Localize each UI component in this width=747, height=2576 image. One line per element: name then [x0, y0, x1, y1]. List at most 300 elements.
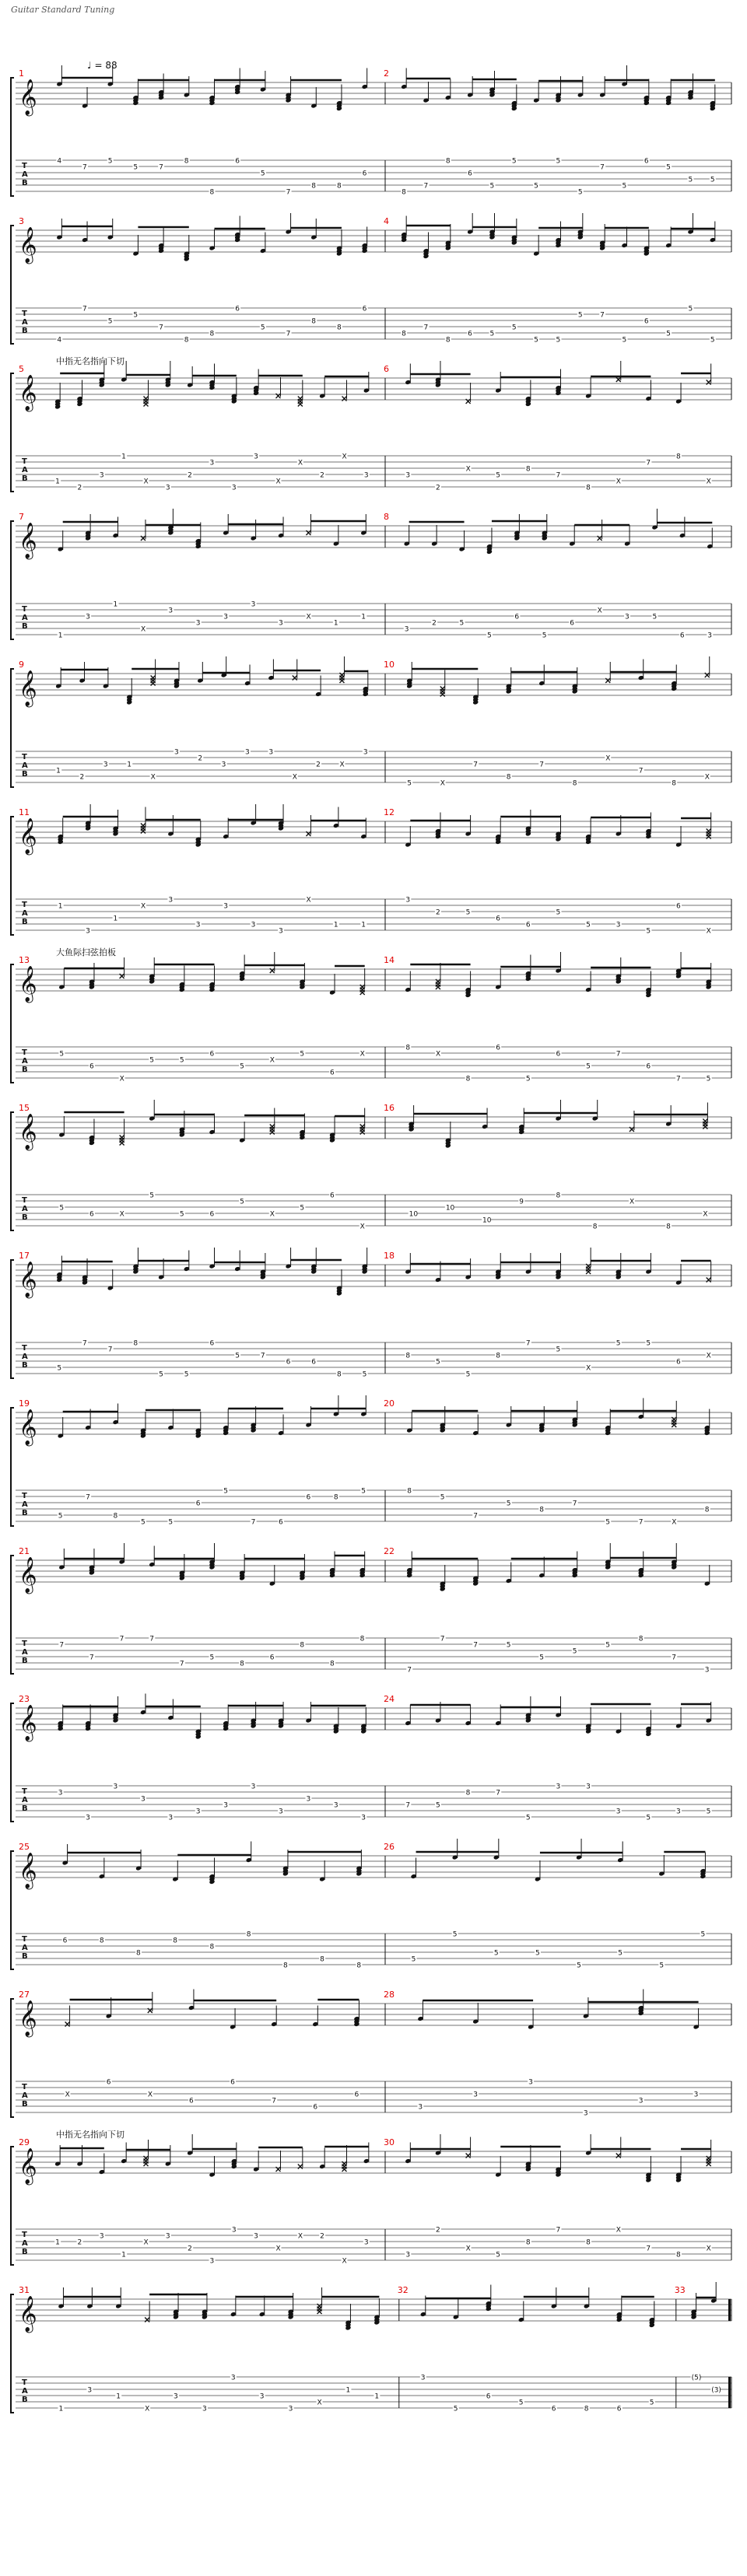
tab-fret-number: 5 [542, 632, 547, 640]
treble-clef-icon: 𝄞 [19, 2148, 37, 2184]
tab-fret-number: X [140, 625, 146, 634]
tab-fret-number: 5 [300, 1204, 305, 1213]
tab-fret-number: 7 [423, 324, 429, 332]
measure-number: 19 [19, 1398, 30, 1409]
dead-note-head [707, 1278, 711, 1283]
dead-note-head [151, 681, 156, 686]
tab-fret-number: 5 [605, 1518, 610, 1527]
tab-fret-number: 5 [453, 2405, 458, 2413]
tab-fret-number: 7 [82, 163, 87, 172]
tab-fret-number: 7 [646, 459, 651, 467]
system-staves [9, 1538, 738, 1678]
tab-fret-number: 6 [551, 2405, 556, 2413]
tab-fret-number: 3 [168, 896, 174, 905]
dead-note-head [145, 2318, 149, 2322]
measure-number: 33 [674, 2285, 686, 2295]
tab-fret-number: 7 [107, 1346, 113, 1354]
tab-fret-number: 5 [260, 324, 265, 332]
measure-number: 9 [19, 660, 24, 670]
dead-note-head [466, 2154, 471, 2158]
tab-fret-number: 5 [179, 1056, 184, 1065]
tab-fret-number: 5 [452, 1930, 458, 1939]
tab-fret-number: X [150, 773, 156, 782]
tab-fret-number: 3 [306, 1795, 311, 1804]
tab-fret-number: 3 [363, 471, 369, 480]
tab-fret-number: 1 [361, 921, 366, 929]
system-staves [9, 1095, 738, 1235]
tab-fret-number: X [359, 1223, 365, 1231]
tab-fret-number: X [615, 478, 621, 486]
tab-fret-number: 3 [625, 613, 630, 621]
measure-number: 30 [384, 2137, 395, 2147]
tab-fret-number: 8 [209, 188, 215, 197]
tab-fret-number: 7 [405, 1801, 411, 1810]
tab-fret-number: 9 [519, 1198, 524, 1206]
svg-text:T: T [22, 605, 27, 614]
treble-clef-icon: 𝄞 [19, 2296, 37, 2332]
svg-text:B: B [22, 1361, 28, 1370]
tab-fret-number: 10 [482, 1216, 492, 1225]
svg-text:A: A [22, 1648, 28, 1657]
tab-fret-number: X [143, 2238, 149, 2247]
tab-fret-number: 6 [354, 2091, 359, 2099]
tab-fret-number: 5 [534, 182, 538, 191]
tab-fret-number: 5 [556, 336, 561, 345]
tab-fret-number: 3 [259, 2392, 265, 2401]
tab-fret-number: 1 [374, 2392, 380, 2401]
system-staves [9, 2277, 738, 2417]
tab-fret-number: 8 [300, 1641, 305, 1650]
tab-fret-number: 8 [173, 1937, 178, 1945]
tab-fret-number: 1 [58, 902, 63, 911]
system-bracket [11, 2147, 14, 2265]
tab-fret-number: 7 [82, 1339, 87, 1348]
tab-fret-number: 3 [279, 1808, 283, 1816]
tab-fret-number: 4 [57, 336, 62, 345]
tab-fret-number: 6 [679, 632, 685, 640]
svg-text:B: B [22, 2100, 28, 2109]
final-barline [728, 2299, 731, 2321]
tab-fret-number: 3 [202, 2405, 207, 2413]
measure-number: 25 [19, 1842, 30, 1852]
tab-fret-number: 7 [89, 1654, 94, 1662]
system-bracket [11, 373, 14, 492]
tab-fret-number: 5 [107, 317, 113, 326]
tab-fret-number: 5 [184, 1370, 189, 1379]
tab-fret-number: 5 [489, 182, 495, 191]
tab-fret-number: 1 [121, 453, 126, 461]
tab-fret-number: 2 [198, 754, 203, 763]
measure-number: 27 [19, 1990, 30, 2000]
measure-number: 26 [384, 1842, 395, 1852]
tab-fret-number: 3 [99, 2232, 104, 2241]
tab-fret-number: 8 [586, 484, 591, 492]
tab-fret-number: 7 [525, 1339, 531, 1348]
system-staves [9, 1243, 738, 1383]
system-bracket [11, 964, 14, 1083]
tab-fret-number: 7 [672, 1654, 676, 1662]
tab-fret-number: 8 [676, 2251, 681, 2259]
tab-fret-number: 5 [59, 1050, 65, 1059]
tab-fret-number: X [339, 761, 345, 769]
measure-number: 18 [384, 1251, 395, 1261]
tab-fret-number: 3 [230, 2374, 236, 2382]
svg-text:T: T [22, 1048, 27, 1057]
tab-fret-number: 8 [496, 1352, 500, 1360]
tab-fret-number: 7 [179, 1660, 184, 1668]
system-bracket [11, 669, 14, 787]
tab-fret-number: 5 [159, 1370, 163, 1379]
treble-clef-icon: 𝄞 [19, 523, 37, 558]
svg-text:A: A [22, 2387, 28, 2396]
svg-text:A: A [22, 761, 28, 770]
measure-number: 5 [19, 364, 24, 374]
tab-fret-number: X [704, 773, 710, 782]
tab-fret-number: 2 [320, 471, 324, 480]
tab-fret-number: 8 [240, 1660, 244, 1668]
svg-text:A: A [22, 1944, 28, 1952]
tab-fret-number: 5 [710, 336, 715, 345]
tab-fret-number: 6 [311, 1358, 317, 1367]
tab-fret-number: 8 [506, 773, 511, 782]
tab-fret-number: (3) [711, 2386, 721, 2395]
svg-text:B: B [22, 327, 28, 335]
tab-fret-number: X [297, 2232, 303, 2241]
tab-fret-number: 3 [251, 600, 256, 609]
system-bracket [11, 1556, 14, 1674]
tab-fret-number: 5 [506, 1641, 511, 1650]
tab-fret-number: 6 [306, 1493, 311, 1502]
tab-fret-number: 5 [659, 1962, 665, 1970]
tab-fret-number: 1 [333, 921, 338, 929]
treble-clef-icon: 𝄞 [19, 375, 37, 411]
tab-fret-number: 3 [87, 2386, 93, 2395]
tab-fret-number: 3 [86, 927, 90, 936]
tab-fret-number: 8 [336, 1370, 342, 1379]
tab-fret-number: 8 [666, 1223, 671, 1231]
measure-number: 15 [19, 1103, 30, 1113]
tab-fret-number: 3 [268, 748, 274, 757]
tab-fret-number: 6 [646, 1062, 651, 1071]
tab-fret-number: 8 [592, 1223, 598, 1231]
tab-fret-number: 5 [666, 330, 671, 338]
svg-text:B: B [22, 622, 28, 631]
svg-text:B: B [22, 918, 28, 926]
tab-fret-number: X [119, 1075, 124, 1083]
tab-fret-number: 2 [435, 2226, 440, 2235]
svg-text:T: T [22, 162, 27, 170]
tab-fret-number: 5 [577, 311, 583, 320]
measure-number: 24 [384, 1694, 395, 1704]
tab-fret-number: 5 [459, 619, 465, 628]
tab-fret-number: 10 [409, 1210, 419, 1219]
tab-fret-number: 3 [615, 921, 621, 929]
tab-fret-number: 6 [676, 902, 681, 911]
tab-fret-number: 6 [106, 2078, 111, 2087]
svg-text:A: A [22, 2239, 28, 2248]
dead-note-head [144, 402, 149, 407]
tab-fret-number: 8 [184, 336, 189, 345]
tab-fret-number: 6 [644, 317, 649, 326]
tab-fret-number: 1 [127, 761, 132, 769]
tab-fret-number: 3 [231, 2226, 237, 2235]
tab-fret-number: X [143, 478, 149, 486]
measure-number: 2 [384, 68, 389, 79]
dead-note-head [360, 1130, 365, 1135]
tab-fret-number: 6 [330, 1192, 335, 1200]
tab-fret-number: 6 [496, 1044, 500, 1052]
system-bracket [11, 226, 14, 344]
tab-fret-number: X [706, 927, 711, 936]
tab-fret-number: 8 [311, 317, 317, 326]
tab-fret-number: 1 [333, 619, 338, 628]
tab-fret-number: 5 [133, 163, 139, 172]
svg-text:A: A [22, 1353, 28, 1361]
system-staves [9, 356, 738, 496]
measure-number: 32 [397, 2285, 409, 2295]
tab-fret-number: 7 [286, 330, 291, 338]
tab-fret-number: 5 [646, 927, 651, 936]
tab-fret-number: 6 [468, 330, 472, 338]
tab-fret-number: 5 [518, 2399, 524, 2407]
tab-fret-number: 8 [209, 330, 215, 338]
tab-fret-number: 8 [525, 2238, 531, 2247]
tab-fret-number: 8 [209, 1943, 215, 1951]
tab-fret-number: 2 [79, 773, 85, 782]
tab-fret-number: 8 [359, 1635, 365, 1643]
tab-fret-number: 5 [556, 157, 561, 166]
tab-fret-number: 5 [556, 908, 561, 917]
tab-fret-number: 5 [511, 324, 517, 332]
tab-fret-number: 5 [493, 1949, 499, 1958]
tab-fret-number: 5 [486, 632, 492, 640]
tab-fret-number: X [615, 2226, 621, 2235]
svg-text:B: B [22, 770, 28, 779]
tab-fret-number: 7 [59, 1641, 65, 1650]
svg-text:T: T [22, 901, 27, 909]
tab-fret-number: 6 [362, 305, 367, 313]
tab-fret-number: X [269, 1056, 275, 1065]
tab-fret-number: 8 [133, 1339, 139, 1348]
tab-fret-number: 7 [86, 1493, 90, 1502]
tab-fret-number: 8 [336, 182, 342, 191]
tab-fret-number: 5 [440, 1493, 445, 1502]
tab-fret-number: X [706, 1352, 711, 1360]
tempo-marking: ♩ = 88 [87, 61, 117, 71]
tab-fret-number: 6 [235, 157, 240, 166]
tab-fret-number: 5 [535, 1949, 540, 1958]
svg-text:T: T [22, 457, 27, 466]
tab-fret-number: 8 [356, 1962, 362, 1970]
tab-fret-number: 7 [473, 1641, 478, 1650]
tab-fret-number: 3 [251, 1783, 256, 1791]
tab-fret-number: 8 [99, 1937, 104, 1945]
tab-fret-number: 5 [622, 336, 627, 345]
tab-fret-number: 5 [260, 170, 265, 178]
tab-fret-number: 3 [223, 902, 228, 911]
tab-fret-number: 2 [432, 619, 437, 628]
tab-fret-number: 7 [638, 1518, 644, 1527]
tab-fret-number: 1 [55, 478, 60, 486]
measure-number: 6 [384, 364, 389, 374]
tab-fret-number: 6 [62, 1937, 68, 1945]
system-bracket [11, 1112, 14, 1230]
tab-fret-number: 6 [514, 613, 520, 621]
tab-fret-number: 7 [539, 761, 544, 769]
measure-number: 23 [19, 1694, 30, 1704]
tab-fret-number: 3 [405, 896, 411, 905]
measure-number: 14 [384, 955, 395, 965]
tab-fret-number: 3 [405, 471, 411, 480]
treble-clef-icon: 𝄞 [19, 79, 37, 115]
tab-fret-number: 8 [465, 1789, 471, 1797]
tab-fret-number: 3 [140, 1795, 146, 1804]
tab-fret-number: 3 [693, 2091, 699, 2099]
tab-fret-number: 3 [363, 748, 368, 757]
system-bracket [11, 1851, 14, 1969]
tab-fret-number: 5 [362, 1370, 367, 1379]
tab-fret-number: 7 [286, 188, 291, 197]
tab-fret-number: 3 [86, 1814, 90, 1822]
svg-text:A: A [22, 1796, 28, 1804]
svg-text:B: B [22, 2248, 28, 2256]
tab-fret-number: 3 [209, 2257, 215, 2266]
tab-fret-number: 3 [528, 2078, 533, 2087]
tab-fret-number: 1 [116, 2392, 121, 2401]
tab-fret-number: 5 [700, 1930, 706, 1939]
tab-fret-number: 1 [113, 915, 118, 923]
tab-fret-number: 5 [496, 471, 500, 480]
tab-fret-number: 3 [168, 1814, 174, 1822]
system-staves [9, 1834, 738, 1974]
dead-note-head [141, 829, 146, 834]
tab-fret-number: 5 [300, 1050, 305, 1059]
tab-fret-number: X [306, 896, 311, 905]
svg-text:A: A [22, 170, 28, 179]
tab-fret-number: 3 [209, 459, 215, 467]
tab-fret-number: 6 [230, 2078, 235, 2087]
tab-fret-number: 8 [336, 324, 342, 332]
tab-fret-number: 3 [556, 1783, 561, 1791]
system-staves [9, 2130, 738, 2270]
treble-clef-icon: 𝄞 [19, 966, 37, 1002]
system-bracket [11, 2294, 14, 2413]
tab-fret-number: 5 [223, 1487, 228, 1496]
svg-text:T: T [22, 1787, 27, 1796]
tab-fret-number: 1 [361, 613, 366, 621]
svg-text:T: T [22, 1935, 27, 1944]
svg-text:A: A [22, 614, 28, 622]
tab-fret-number: 6 [556, 1050, 561, 1059]
tab-fret-number: 3 [174, 2392, 178, 2401]
tab-fret-number: 3 [279, 927, 283, 936]
svg-text:T: T [22, 2378, 27, 2387]
tab-fret-number: 7 [615, 1050, 621, 1059]
dead-note-head [120, 1141, 124, 1146]
dead-note-head [342, 397, 347, 401]
tab-fret-number: 2 [188, 471, 192, 480]
tab-fret-number: 5 [209, 1654, 215, 1662]
tab-fret-number: 3 [707, 632, 713, 640]
tab-fret-number: 5 [572, 1647, 577, 1656]
measure-number: 17 [19, 1251, 30, 1261]
tab-fret-number: 1 [121, 2251, 126, 2259]
system-staves [9, 1686, 738, 1826]
tab-fret-number: 3 [165, 484, 170, 492]
tab-fret-number: X [342, 2257, 347, 2266]
tab-fret-number: 3 [361, 1814, 366, 1822]
tab-fret-number: 5 [465, 1370, 471, 1379]
tab-fret-number: 3 [174, 748, 179, 757]
measure-number: 4 [384, 216, 389, 226]
tab-fret-number: 5 [688, 176, 693, 184]
tab-fret-number: 5 [133, 311, 139, 320]
tab-fret-number: 3 [404, 625, 409, 634]
svg-text:A: A [22, 466, 28, 474]
tab-fret-number: 5 [586, 1062, 591, 1071]
tab-fret-number: X [342, 453, 347, 461]
tab-fret-number: 3 [473, 2091, 478, 2099]
tab-fret-number: 7 [149, 1635, 154, 1643]
tab-fret-number: 8 [333, 1493, 338, 1502]
tab-fret-number: 3 [254, 2232, 258, 2241]
tab-fret-number: 7 [260, 1352, 265, 1360]
tab-fret-number: 6 [525, 921, 531, 929]
tab-fret-number: 8 [704, 1506, 710, 1514]
tab-fret-number: 3 [704, 1666, 710, 1675]
tab-fret-number: X [275, 2245, 281, 2253]
tab-fret-number: X [317, 2399, 322, 2407]
system-bracket [11, 78, 14, 196]
tab-fret-number: 7 [82, 305, 87, 313]
tab-fret-number: 6 [235, 305, 240, 313]
tab-fret-number: 3 [113, 1783, 118, 1791]
measure-number: 31 [19, 2285, 30, 2295]
tab-fret-number: 6 [330, 1069, 335, 1077]
svg-text:T: T [22, 2231, 27, 2239]
tab-fret-number: 8 [405, 1044, 411, 1052]
tab-fret-number: 5 [706, 1075, 711, 1083]
tab-fret-number: 7 [440, 1635, 445, 1643]
tab-fret-number: 5 [652, 613, 658, 621]
tab-fret-number: 3 [418, 2103, 423, 2112]
treble-clef-icon: 𝄞 [19, 1262, 37, 1297]
svg-text:B: B [22, 1952, 28, 1961]
tab-fret-number: 8 [407, 1487, 412, 1496]
tab-fret-number: X [706, 478, 711, 486]
tab-fret-number: 7 [473, 761, 478, 769]
tab-fret-number: 8 [572, 779, 577, 788]
tab-fret-number: 6 [209, 1339, 215, 1348]
system-staves [9, 1982, 738, 2122]
tab-fret-number: 7 [556, 2226, 561, 2235]
tab-fret-number: 1 [55, 2238, 60, 2247]
tab-fret-number: 4 [57, 157, 62, 166]
technique-annotation: 中指无名指向下切 [56, 2130, 124, 2140]
tab-fret-number: 8 [320, 1955, 324, 1964]
tab-fret-number: X [586, 1364, 591, 1373]
tab-fret-number: 5 [140, 1518, 146, 1527]
measure-number: 20 [384, 1398, 395, 1409]
tab-fret-number: 5 [525, 1075, 531, 1083]
system-bracket [11, 1999, 14, 2117]
tab-fret-number: 8 [282, 1962, 288, 1970]
technique-annotation: 中指无名指向下切 [56, 356, 124, 366]
tab-fret-number: 5 [706, 1808, 711, 1816]
tab-fret-number: (5) [691, 2374, 702, 2382]
tab-fret-number: 6 [486, 2392, 491, 2401]
dead-note-head [707, 835, 711, 839]
